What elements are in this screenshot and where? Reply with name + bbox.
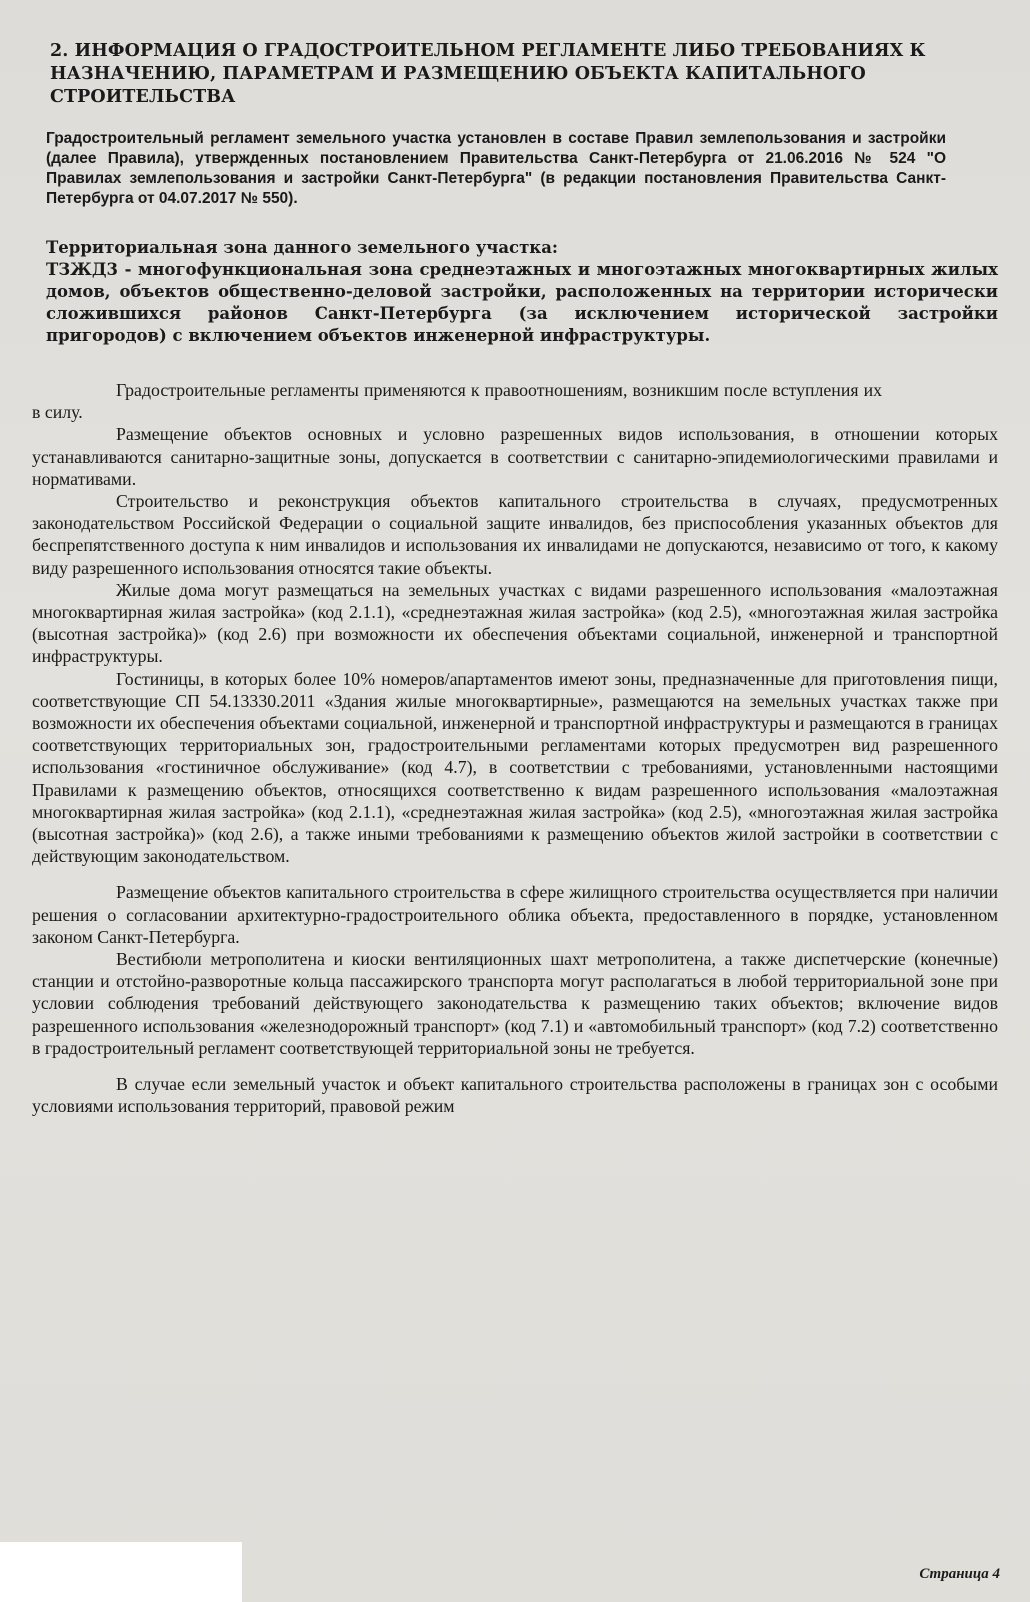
paragraph-1: Градостроительные регламенты применяются к правоотношениям, возникшим после вступления их в силу. xyxy=(32,380,882,423)
zone-label: Территориальная зона данного земельного участка: xyxy=(46,238,559,257)
paragraph-6: Размещение объектов капитального строительства в сфере жилищного строительства осуществляется при наличии решения о согласовании архитектурно-градостроительного облика объекта, предоставленного в порядке, установленном законом Санкт-Петербурга. xyxy=(32,882,998,947)
paragraph-8: В случае если земельный участок и объект капитального строительства расположены в границах зон с особыми условиями использования территорий, правовой режим xyxy=(32,1074,998,1117)
paragraph-7: Вестибюли метрополитена и киоски вентиляционных шахт метрополитена, а также диспетчерские (конечные) станции и отстойно-разворотные кольца пассажирского транспорта могут располагаться в любой территориальной зоне при условии соблюдения требований действующего законодательства к размещению таких объектов; включение видов разрешенного использования «железнодорожный транспорт» (код 7.1) и «автомобильный транспорт» (код 7.2) соответственно в градостроительный регламент соответствующей территориальной зоны не требуется. xyxy=(32,949,998,1058)
document-content xyxy=(32,40,998,1118)
redaction-box xyxy=(0,1542,242,1602)
paragraph-2: Размещение объектов основных и условно разрешенных видов использования, в отношении которых устанавливаются санитарно-защитные зоны, допускается в соответствии с санитарно-эпидемиологическими правилами и нормативами. xyxy=(32,424,998,489)
paragraph-4: Жилые дома могут размещаться на земельных участках с видами разрешенного использования «малоэтажная многоквартирная жилая застройка» (код 2.1.1), «среднеэтажная жилая застройка» (код 2.5), «многоэтажная жилая застройка (высотная застройка)» (код 2.6) при возможности их обеспечения объектами социальной, инженерной и транспортной инфраструктуры. xyxy=(32,579,998,667)
zone-description: ТЗЖД3 - многофункциональная зона среднеэтажных и многоэтажных многоквартирных жилых домов, объектов общественно-деловой застройки, расположенных на территории исторически сложившихся районов Санкт-Петербурга (за исключением исторической застройки пригородов) с включением объектов инженерной инфраструктуры. xyxy=(46,260,998,345)
paragraph-3: Строительство и реконструкция объектов капитального строительства в случаях, предусмотренных законодательством Российской Федерации о социальной защите инвалидов, без приспособления указанных объектов для беспрепятственного доступа к ним инвалидов и использования их инвалидами не допускаются, независимо от того, к какому виду разрешенного использования относятся такие объекты. xyxy=(32,491,998,578)
regulation-intro: Градостроительный регламент земельного участка установлен в составе Правил землепользования и застройки (далее Правила), утвержденных постановлением Правительства Санкт-Петербурга от 21.06.2016 № 524 "О Правилах землепользования и застройки Санкт-Петербурга" (в редакции постановления Правительства Санкт-Петербурга от 04.07.2017 № 550). xyxy=(46,130,946,207)
page-number: Страница 4 xyxy=(919,1566,1000,1582)
paragraph-5: Гостиницы, в которых более 10% номеров/апартаментов имеют зоны, предназначенные для приготовления пищи, соответствующие СП 54.13330.2011 «Здания жилые многоквартирные», размещаются на земельных участках также при возможности их обеспечения объектами социальной, инженерной и транспортной инфраструктуры и размещаются в границах соответствующих территориальных зон, градостроительными регламентами которых предусмотрен вид разрешенного использования «гостиничное обслуживание» (код 4.7), в соответствии с требованиями, установленными настоящими Правилами к размещению объектов, относящихся соответственно к видам разрешенного использования «малоэтажная многоквартирная жилая застройка» (код 2.1.1), «среднеэтажная жилая застройка» (код 2.5), «многоэтажная жилая застройка (высотная застройка)» (код 2.6), а также иными требованиями к размещению объектов жилой застройки в соответствии с действующим законодательством. xyxy=(32,668,998,867)
section-title: 2. ИНФОРМАЦИЯ О ГРАДОСТРОИТЕЛЬНОМ РЕГЛАМЕНТЕ ЛИБО ТРЕБОВАНИЯХ К НАЗНАЧЕНИЮ, ПАРАМЕТРАМ И РАЗМЕЩЕНИЮ ОБЪЕКТА КАПИТАЛЬНОГО СТРОИТЕЛЬСТВА xyxy=(50,41,926,107)
